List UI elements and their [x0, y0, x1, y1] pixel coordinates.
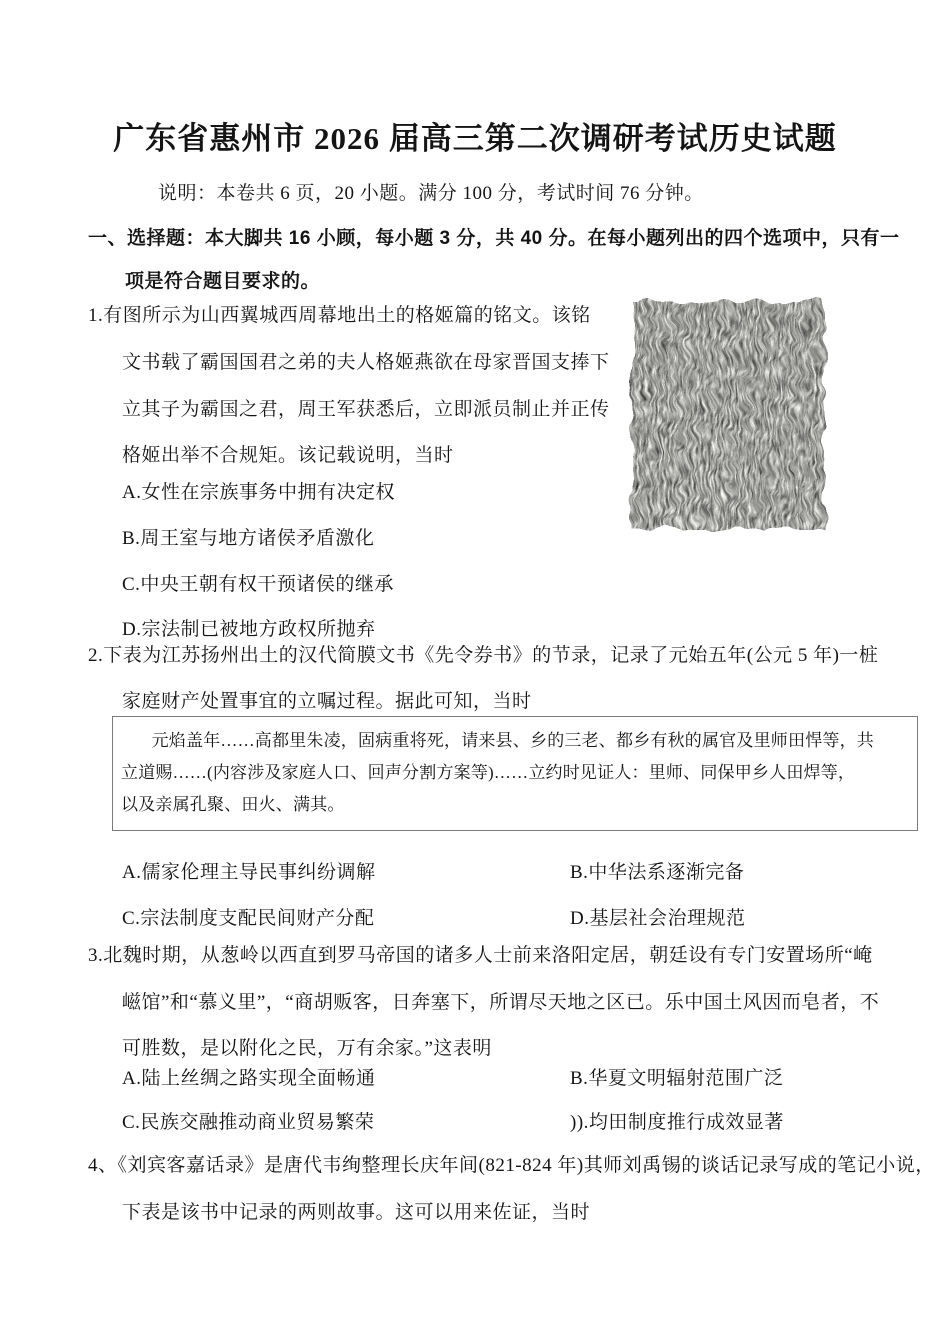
question-3-option-b: B.华夏文明辐射范围广泛: [570, 1068, 784, 1089]
section-heading-line1: 一、选择题：本大脚共 16 小顾，每小题 3 分，共 40 分。在每小题列出的四个选项中，只有一: [88, 228, 900, 249]
question-1-line-4: 格姬出举不合规矩。该记载说明，当时: [122, 445, 454, 466]
question-3-line-2: 嵫馆”和“慕义里”，“商胡贩客，日奔塞下，所谓尽天地之区已。乐中国土风因而皂者，不: [122, 992, 880, 1013]
question-1-option-b: B.周王室与地方诸侯矛盾激化: [122, 528, 375, 549]
question-2-line-2: 家庭财产处置事宜的立嘱过程。据此可知，当时: [122, 691, 532, 712]
question-2-option-c: C.宗法制度支配民间财产分配: [122, 908, 375, 929]
question-1-option-a: A.女性在宗族事务中拥有决定权: [122, 482, 395, 503]
question-4-line-2: 下表是该书中记录的两则故事。这可以用来佐证，当时: [122, 1202, 591, 1223]
question-3-option-a: A.陆上丝绸之路实现全面畅通: [122, 1068, 376, 1089]
question-2-option-a: A.儒家伦理主导民事纠纷调解: [122, 862, 376, 883]
page-title: 广东省惠州市 2026 届高三第二次调研考试历史试题: [113, 121, 837, 156]
excerpt-line-1: 元焰盖年……高都里朱凌，固病重将死，请来县、乡的三老、都乡有秋的属官及里师田悍等，共: [151, 731, 874, 750]
question-1-line-3: 立其子为霸国之君，周王军获悉后，立即派员制止并正传: [122, 399, 610, 420]
question-3-line-3: 可胜数，是以附化之民，万有余家。”这表明: [122, 1038, 492, 1059]
excerpt-line-3: 以及亲属孔聚、田火、满其。: [121, 795, 345, 814]
question-2-option-b: B.中华法系逐渐完备: [570, 862, 745, 883]
question-1-line-2: 文书载了霸国国君之弟的夫人格姬燕欲在母家晋国支捧下: [122, 352, 610, 373]
inscription-rubbing-graphic: [618, 291, 840, 541]
source-excerpt-box: [112, 716, 918, 831]
excerpt-line-2: 立道赐……(内容涉及家庭人口、回声分割方案等)……立约时见证人：里师、同保甲乡人田焊等，: [121, 763, 856, 782]
question-4-line-1: 4、《刘宾客嘉话录》是唐代韦绚整理长庆年间(821-824 年)其师刘禹锡的谈话记录写成的笔记小说，: [88, 1155, 935, 1176]
question-3-option-d: )).均田制度推行成效显著: [570, 1112, 784, 1133]
question-3-line-1: 3.北魏时期，从葱岭以西直到罗马帝国的诸多人士前来洛阳定居，朝廷设有专门安置场所“崦: [88, 945, 873, 966]
question-3-option-c: C.民族交融推动商业贸易繁荣: [122, 1112, 375, 1133]
question-1-option-c: C.中央王朝有权干预诸侯的继承: [122, 574, 394, 595]
question-2-option-d: D.基层社会治理规范: [570, 908, 746, 929]
question-1-line-1: 1.有图所示为山西翼城西周幕地出土的格姬篇的铭文。该铭: [88, 305, 591, 326]
section-heading-line2: 项是符合题目要求的。: [125, 271, 321, 292]
question-2-line-1: 2.下表为江苏扬州出土的汉代简膜文书《先令券书》的节录，记录了元始五年(公元 5 年)一桩: [88, 645, 879, 666]
inscription-rubbing-image: [618, 291, 840, 541]
exam-note: 说明：本卷共 6 页，20 小题。满分 100 分，考试时间 76 分钟。: [158, 183, 704, 204]
question-1-option-d: D.宗法制已被地方政权所抛弃: [122, 619, 376, 640]
